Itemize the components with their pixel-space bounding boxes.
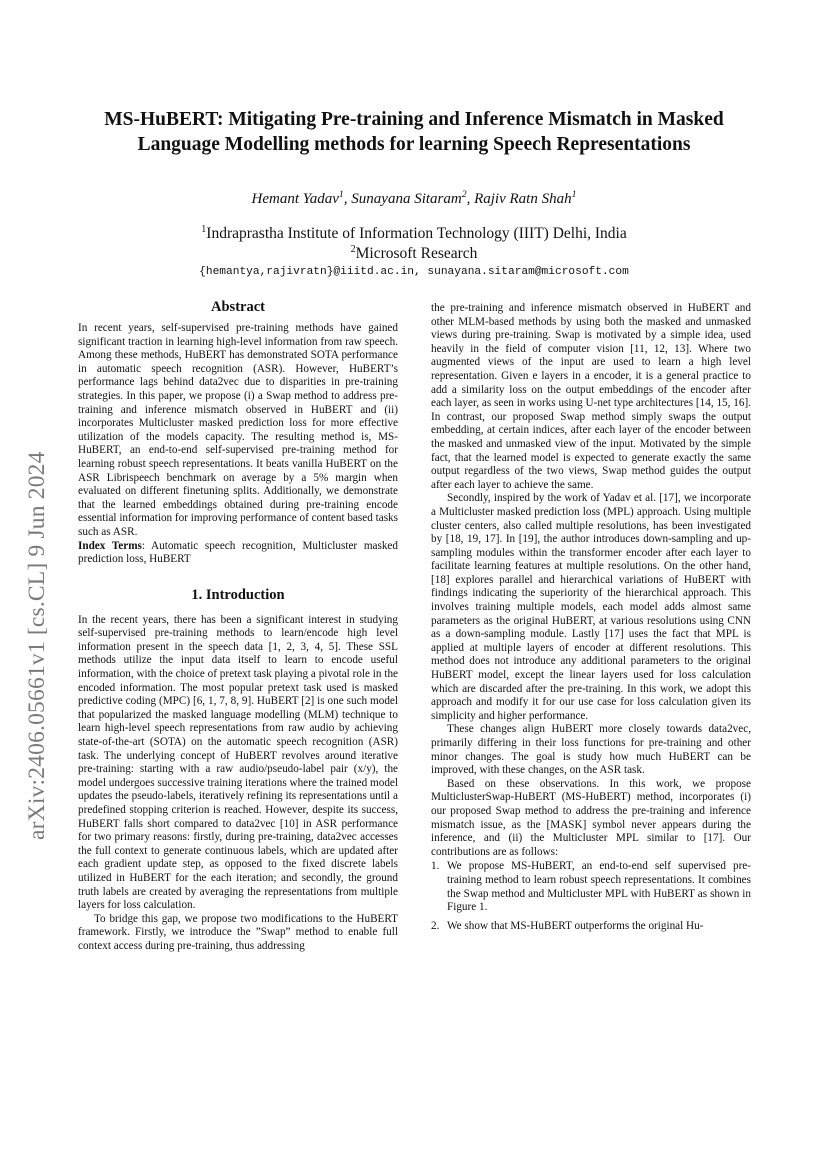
intro-paragraph: To bridge this gap, we propose two modifications to the HuBERT framework. Firstly, we introduce the ”Swap” method to enable full context access during pre-training, thus addressing	[78, 912, 398, 952]
paper-title	[60, 107, 768, 157]
list-item-number: 2.	[431, 919, 440, 932]
intro-paragraph: Based on these observations. In this work, we propose MulticlusterSwap-HuBERT (MS-HuBERT) method, incorporates (i) our proposed Swap method to address the pre-training and inference mismatch issue, as the [MASK] symbol never appears during the inference, and (ii) the Multicluster MPL similar to [17]. Our contributions are as follows:	[431, 777, 751, 858]
affiliation-2	[60, 244, 768, 264]
list-item	[431, 860, 751, 914]
arxiv-stamp: arXiv:2406.05661v1 [cs.CL] 9 Jun 2024	[24, 451, 50, 840]
paper-title-line-2: Language Modelling methods for learning Speech Representations	[137, 134, 691, 155]
abstract-text: In recent years, self-supervised pre-training methods have gained significant traction in learning high-level information from raw speech. Among these methods, HuBERT has demonstrated SOTA performance in automatic speech recognition (ASR). However, HuBERT’s performance lags behind data2vec due to disparities in pre-training strategies. In this paper, we propose (i) a Swap method to address pre-training and inference mismatch observed in HuBERT and (ii) incorporates Multicluster masked prediction loss for more effective utilization of the models capacity. The resulting method is, MS-HuBERT, an end-to-end self-supervised pre-training method for learning robust speech representations. It beats vanilla HuBERT on the ASR Librispeech benchmark on average by a 5% margin when evaluated on different finetuning splits. Additionally, we demonstrate that the learned embeddings obtained during pre-training encode essential information for improving performance of content based tasks such as ASR.	[78, 322, 398, 538]
intro-paragraph: the pre-training and inference mismatch observed in HuBERT and other MLM-based methods by using both the masked and unmasked views during pre-training. Swap is motivated by a simple idea, used heavily in the field of computer vision [11, 12, 13]. Where two augmented views of the input are used to learn a high level representation. Given e layers in a encoder, it is a general practice to add a similarity loss on the output embeddings of the encoder after each layer, as seen in works using U-net type architectures [14, 15, 16]. In contrast, our proposed Swap method simply swaps the output embedding, at certain indices, after each layer of the encoder between the masked and unmasked view of the input. Motivated by the simple fact, that the learned model is expected to generate exactly the same output regardless of the two views, Swap method guides the output after each layer to achieve the same.	[431, 302, 751, 491]
intro-paragraph: Secondly, inspired by the work of Yadav et al. [17], we incorporate a Multicluster masked prediction loss (MPL) approach. Using multiple cluster centers, also called multiple resolutions, has been investigated by [18, 19, 17]. In [19], the author introduces down-sampling and up-sampling modules within the transformer encoder after each layer to facilitate learning features at multiple resolutions. On the other hand, [18] explores parallel and hierarchical variations of HuBERT with findings indicating the superiority of the hierarchical approach. This involves training multiple models, each model adds almost same parameters as the original HuBERT, at various resolutions using CNN as a down-sampling module. Lastly [17] uses the fact that MPL is applied at multiple layers of encoder at different resolutions. This method does not introduce any additional parameters to the original HuBERT model, except the linear layers used for loss calculation which are discarded after the pre-training. In this work, we adopt this approach and modify it for our use case for loss calculation given its simplicity and higher performance.	[431, 492, 751, 722]
list-item	[431, 920, 751, 934]
affiliation-number: 2	[350, 243, 356, 255]
index-terms	[78, 540, 398, 567]
index-terms-label: Index Terms	[78, 539, 142, 552]
author-name: Hemant Yadav	[251, 191, 339, 207]
intro-paragraph: These changes align HuBERT more closely towards data2vec, primarily differing in their loss functions for pre-training and other minor changes. The goal is study how much HuBERT can be improved, with these changes, on the ASR task.	[431, 723, 751, 777]
author-name: Sunayana Sitaram	[351, 191, 462, 207]
abstract-heading: Abstract	[211, 299, 265, 315]
author-affiliation-mark: 2	[461, 189, 467, 200]
introduction-heading: 1. Introduction	[191, 586, 285, 603]
affiliation-text: Microsoft Research	[355, 245, 478, 262]
author-affiliation-mark: 1	[338, 189, 344, 200]
list-item-text: We propose MS-HuBERT, an end-to-end self supervised pre-training method to learn robust speech representations. It combines the Swap method and Multicluster MPL with HuBERT as shown in Figure 1.	[447, 860, 751, 914]
affiliations	[60, 224, 768, 264]
author-affiliation-mark: 1	[571, 189, 577, 200]
paper-title-line-1: MS-HuBERT: Mitigating Pre-training and Inference Mismatch in Masked	[104, 109, 724, 130]
affiliation-number: 1	[201, 223, 207, 235]
affiliation-1	[60, 224, 768, 244]
intro-paragraph: In the recent years, there has been a significant interest in studying self-supervised pre-training methods to learn/encode high level information present in the speech data [1, 2, 3, 4, 5]. These SSL methods utilize the input data itself to learn to encode useful information, with the choice of pretext task playing a pivotal role in the encoded information. The most popular pretext task used is masked predictive coding (MPC) [6, 1, 7, 8, 9]. HuBERT [2] is one such model that popularized the masked language modelling (MLM) technique to learn high-level speech representations from raw audio by achieving state-of-the-art (SOTA) on the automatic speech recognition (ASR) task. The underlying concept of HuBERT revolves around iterative pre-training: starting with a raw audio/pseudo-label pair (x/y), the model undergoes successive training iterations where the trained model updates the pseudo-labels, iteratively refining its representations until a predefined stopping criterion is reached. However, despite its success, HuBERT falls short compared to data2vec [10] in ASR performance for two primary reasons: firstly, during pre-training, data2vec accesses the full context to generate continuous labels, which are updated after each gradient update step, as opposed to the fixed discrete labels utilized in HuBERT for the each iteration; and secondly, the ground truth labels are created by averaging the representations from multiple layers for loss calculation.	[78, 613, 398, 912]
affiliation-text: Indraprastha Institute of Information Technology (IIIT) Delhi, India	[206, 225, 627, 242]
left-column	[78, 298, 398, 954]
right-column	[431, 302, 751, 938]
index-terms-text: : Automatic speech recognition, Multicluster masked prediction loss, HuBERT	[78, 539, 398, 566]
author-list: Hemant Yadav$^1$, Sunayana Sitaram$^2$, Rajiv Ratn Shah$^1$	[251, 189, 577, 207]
list-item-text: We show that MS-HuBERT outperforms the original Hu-	[447, 919, 704, 932]
list-item-number: 1.	[431, 860, 440, 873]
author-emails: {hemantya,rajivratn}@iiitd.ac.in, sunayana.sitaram@microsoft.com	[199, 266, 629, 278]
author-name: Rajiv Ratn Shah	[474, 191, 572, 207]
contributions-list	[431, 860, 751, 933]
